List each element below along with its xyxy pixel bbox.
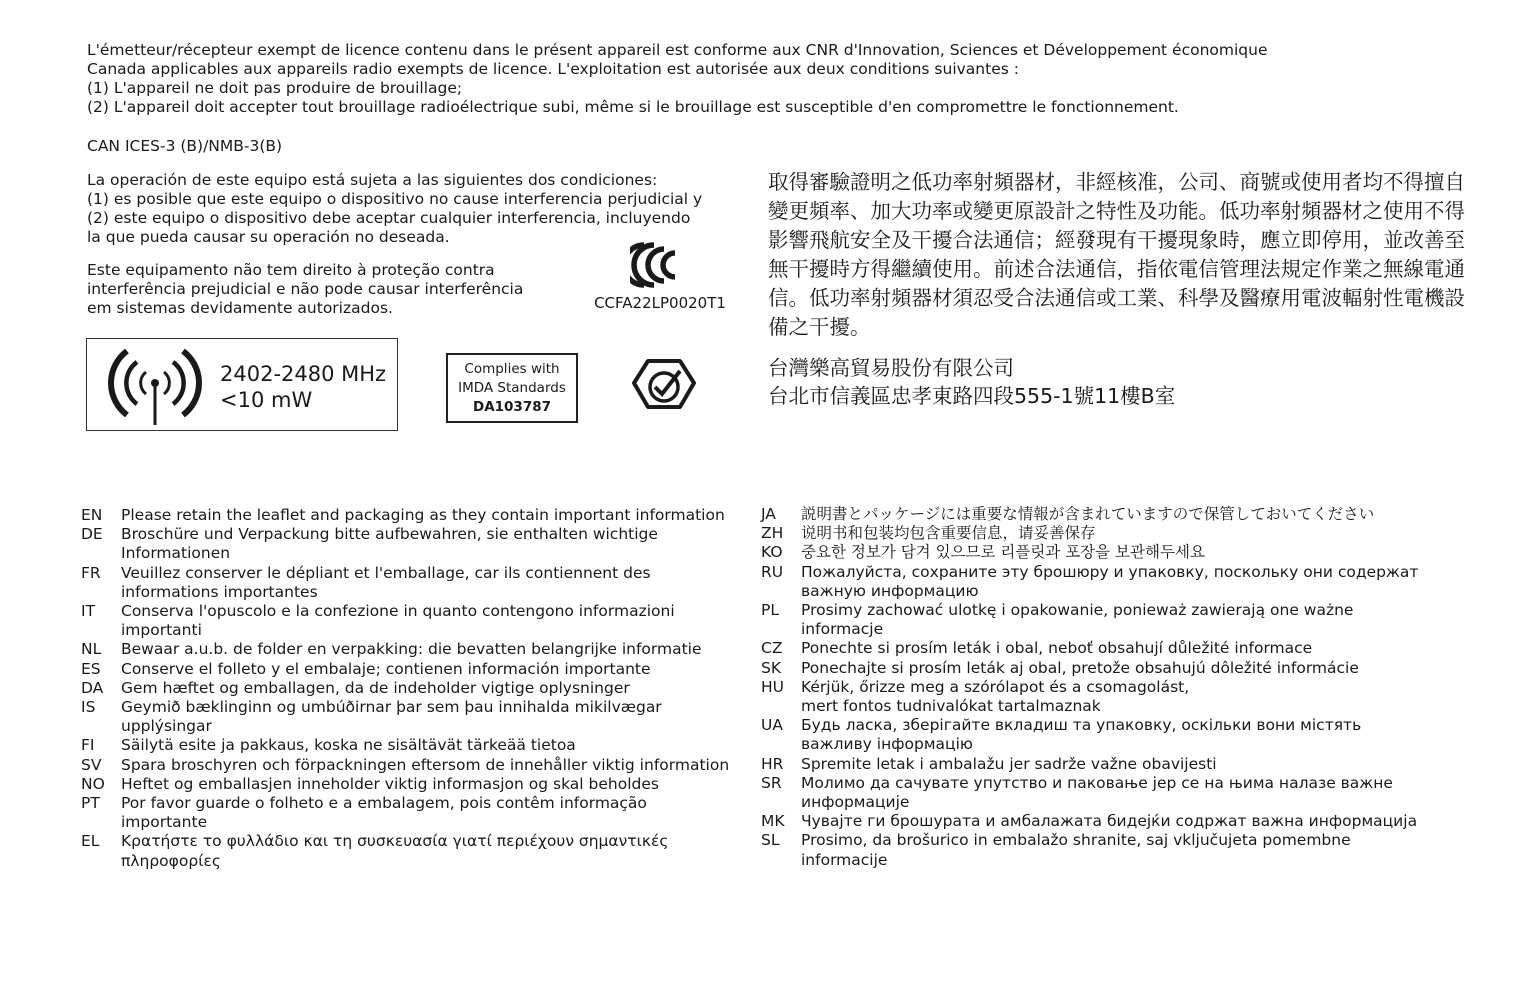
taiwan-notice: 取得審驗證明之低功率射頻器材，非經核准，公司、商號或使用者均不得擅自變更頻率、加大功率或變更原設計之特性及功能。低功率射頻器材之使用不得影響飛航安全及干擾合法通信；經發現有干擾現象時，應立即停用，並改善至無干擾時方得繼續使用。前述合法通信，指依電信管理法規定作業之無線電通信。低功率射頻器材須忍受合法通信或工業、科學及醫療用電波輻射性電機設備之干擾。 [768,170,1465,339]
language-list-left [81,506,731,871]
language-text: Bewaar a.u.b. de folder en verpakking: die bevatten belangrijke informatie [121,640,702,659]
language-text: Por favor guarde o folheto e a embalagem, pois contêm informação importante [121,794,647,832]
language-code: PL [761,601,779,620]
imda-line2: IMDA Standards [458,380,566,396]
imda-line1: Complies with [464,361,560,377]
language-text: Veuillez conserver le dépliant et l'emballage, car ils contiennent des informations importantes [121,563,651,601]
language-text: Spara broschyren och förpackningen eftersom de innehåller viktig information [121,755,730,774]
radio-transmitter-icon [105,345,205,427]
language-text: 说明书和包装均包含重要信息，请妥善保存 [801,524,1096,543]
language-row [761,774,1421,812]
language-row [761,601,1421,639]
ices-label: CAN ICES-3 (B)/NMB-3(B) [87,137,283,155]
language-code: DA [81,678,104,697]
language-code: SK [761,658,782,677]
language-text: Prosimy zachować ulotkę i opakowanie, ponieważ zawierają one ważne informacje [801,601,1354,639]
language-row [81,602,731,640]
language-code: CZ [761,639,783,658]
language-text: Ponechajte si prosím leták aj obal, pretože obsahujú dôležité informácie [801,658,1359,677]
language-code: EL [81,832,100,851]
ccc-certification-mark [590,242,730,312]
language-text: 説明書とパッケージには重要な情報が含まれていますので保管しておいてください [801,505,1375,523]
ccc-code: CCFA22LP0020T1 [594,294,726,312]
language-code: ZH [761,524,784,543]
language-row [761,755,1421,774]
language-code: HR [761,754,784,773]
language-row [761,812,1421,831]
language-code: SL [761,831,780,850]
language-row [761,831,1421,869]
language-row [81,525,731,563]
language-text: Conserve el folleto y el embalaje; contienen información importante [121,659,651,678]
language-text: Säilytä esite ja pakkaus, koska ne sisältävät tärkeää tietoa [121,736,576,755]
ccc-logo-icon [630,242,690,288]
language-list-right [761,505,1421,870]
language-text: Будь ласка, зберігайте вкладиш та упаковку, оскільки вони містять важливу інформацію [801,716,1362,754]
language-row [81,660,731,679]
language-row [761,678,1421,716]
canada-radio-notice: L'émetteur/récepteur exempt de licence contenu dans le présent appareil est conforme aux CNR d'Innovation, Sciences et Développement économique Canada applicables aux appareils radio exempts de licence. L'exploitation est autorisée aux deux conditions suivantes : (1) L'appareil ne doit pas produire de brouillage; (2) L'appareil doit accepter tout brouillage radioélectrique subi, même si le brouillage est susceptible d'en compromettre le fonctionnement. [87,41,1268,116]
language-text: Чувајте ги брошурата и амбалажата бидејќи содржат важна информација [801,812,1418,831]
language-text: Gem hæftet og emballagen, da de indeholder vigtige oplysninger [121,678,630,697]
language-text: Conserva l'opuscolo e la confezione in quanto contengono informazioni importanti [121,602,675,640]
language-code: FI [81,736,95,755]
language-text: Пожалуйста, сохраните эту брошюру и упаковку, поскольку они содержат важную информацию [801,562,1419,600]
language-row [81,564,731,602]
portuguese-notice: Este equipamento não tem direito à proteção contra interferência prejudicial e não pode causar interferência em sistemas devidamente autorizados. [87,261,524,317]
language-code: NO [81,774,105,793]
language-text: Geymið bæklinginn og umbúðirnar þar sem þau innihalda mikilvægar upplýsingar [121,698,662,736]
language-row [761,505,1421,524]
language-row [81,679,731,698]
language-text: Молимо да сачувате упутство и паковање јер се на њима налазе важне информације [801,773,1393,812]
language-row [81,506,731,525]
language-code: NL [81,640,102,659]
language-text: Heftet og emballasjen inneholder viktig informasjon og skal beholdes [121,774,659,793]
language-text: Prosimo, da brošurico in embalažo shranite, saj vključujeta pomembne informacije [801,831,1351,869]
language-row [81,794,731,832]
language-code: KO [761,543,783,562]
language-row [81,698,731,736]
language-code: JA [761,505,776,523]
language-text: Κρατήστε το φυλλάδιο και τη συσκευασία γιατί περιέχουν σημαντικές πληροφορίες [121,832,669,870]
language-code: ES [81,659,101,678]
language-row [761,659,1421,678]
language-row [761,524,1421,543]
frequency-power: 2402-2480 MHz <10 mW [220,362,387,412]
imda-code: DA103787 [472,399,551,415]
language-text: 중요한 정보가 담겨 있으므로 리플릿과 포장을 보관해두세요 [801,543,1205,562]
taiwan-company: 台灣樂高貿易股份有限公司 台北市信義區忠孝東路四段555-1號11樓B室 [768,356,1176,408]
language-code: UA [761,716,783,735]
language-row [761,563,1421,601]
language-code: IS [81,698,96,717]
rcm-compliance-icon [628,357,700,413]
language-code: SR [761,773,782,792]
language-code: SV [81,755,102,774]
language-row [81,756,731,775]
language-row [81,775,731,794]
wireless-label [86,338,398,431]
language-code: EN [81,506,103,524]
language-text: Ponechte si prosím leták i obal, neboť obsahují důležité informace [801,639,1313,658]
spanish-notice: La operación de este equipo está sujeta a las siguientes dos condiciones: (1) es posible que este equipo o dispositivo no cause interferencia perjudicial y (2) este equipo o dispositivo debe aceptar cualquier interferencia, incluyendo la que pueda causar su operación no deseada. [87,171,703,246]
language-text: Spremite letak i ambalažu jer sadrže važne obavijesti [801,754,1217,773]
language-code: IT [81,602,96,621]
language-row [81,736,731,755]
language-row [761,639,1421,658]
language-row [761,716,1421,754]
language-text: Kérjük, őrizze meg a szórólapot és a csomagolást, mert fontos tudnivalókat tartalmaznak [801,677,1190,716]
language-code: DE [81,525,103,544]
language-text: Please retain the leaflet and packaging as they contain important information [121,506,725,524]
language-row [81,640,731,659]
language-code: RU [761,562,784,581]
language-code: MK [761,812,785,831]
language-row [81,832,731,870]
language-code: PT [81,794,100,813]
imda-label [446,353,578,423]
language-text: Broschüre und Verpackung bitte aufbewahren, sie enthalten wichtige Informationen [121,525,658,563]
language-row [761,543,1421,562]
language-code: FR [81,563,101,582]
language-code: HU [761,677,785,696]
